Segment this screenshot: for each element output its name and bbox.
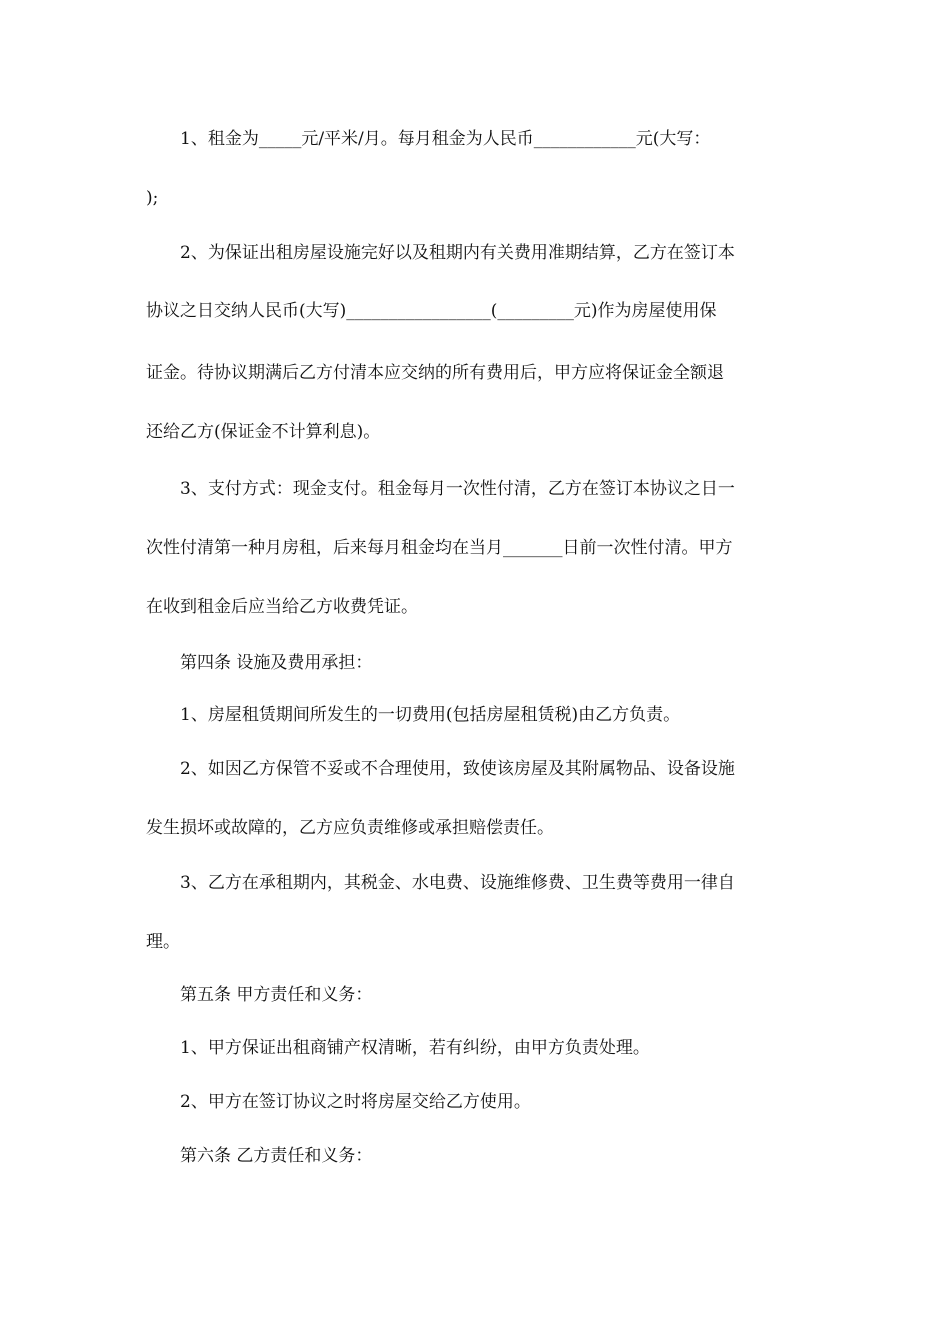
text-line: 发生损坏或故障的，乙方应负责维修或承担赔偿责任。 bbox=[146, 818, 554, 838]
text-line: 次性付清第一种月房租，后来每月租金均在当月_______日前一次性付清。甲方 bbox=[146, 538, 733, 558]
text-line: 还给乙方(保证金不计算利息)。 bbox=[146, 422, 381, 442]
text-line: 证金。待协议期满后乙方付清本应交纳的所有费用后，甲方应将保证金全额退 bbox=[146, 363, 724, 383]
section-heading: 第五条 甲方责任和义务： bbox=[180, 985, 373, 1005]
text-line: 2、为保证出租房屋设施完好以及租期内有关费用准期结算，乙方在签订本 bbox=[180, 243, 735, 263]
text-line: 3、支付方式：现金支付。租金每月一次性付清，乙方在签订本协议之日一 bbox=[180, 479, 735, 499]
text-line: 1、房屋租赁期间所发生的一切费用(包括房屋租赁税)由乙方负责。 bbox=[180, 705, 681, 725]
text-line: 1、甲方保证出租商铺产权清晰，若有纠纷，由甲方负责处理。 bbox=[180, 1038, 650, 1058]
text-line: 理。 bbox=[146, 932, 180, 952]
text-line: ); bbox=[146, 188, 159, 208]
section-heading: 第四条 设施及费用承担： bbox=[180, 653, 373, 673]
text-line: 3、乙方在承租期内，其税金、水电费、设施维修费、卫生费等费用一律自 bbox=[180, 873, 735, 893]
text-line: 2、甲方在签订协议之时将房屋交给乙方使用。 bbox=[180, 1092, 531, 1112]
text-line: 2、如因乙方保管不妥或不合理使用，致使该房屋及其附属物品、设备设施 bbox=[180, 759, 735, 779]
text-line: 在收到租金后应当给乙方收费凭证。 bbox=[146, 597, 418, 617]
text-line: 1、租金为_____元/平米/月。每月租金为人民币____________元(大写： bbox=[180, 129, 711, 149]
text-line: 协议之日交纳人民币(大写)_________________(_________元)作为房屋使用保 bbox=[146, 301, 717, 321]
section-heading: 第六条 乙方责任和义务： bbox=[180, 1146, 373, 1166]
